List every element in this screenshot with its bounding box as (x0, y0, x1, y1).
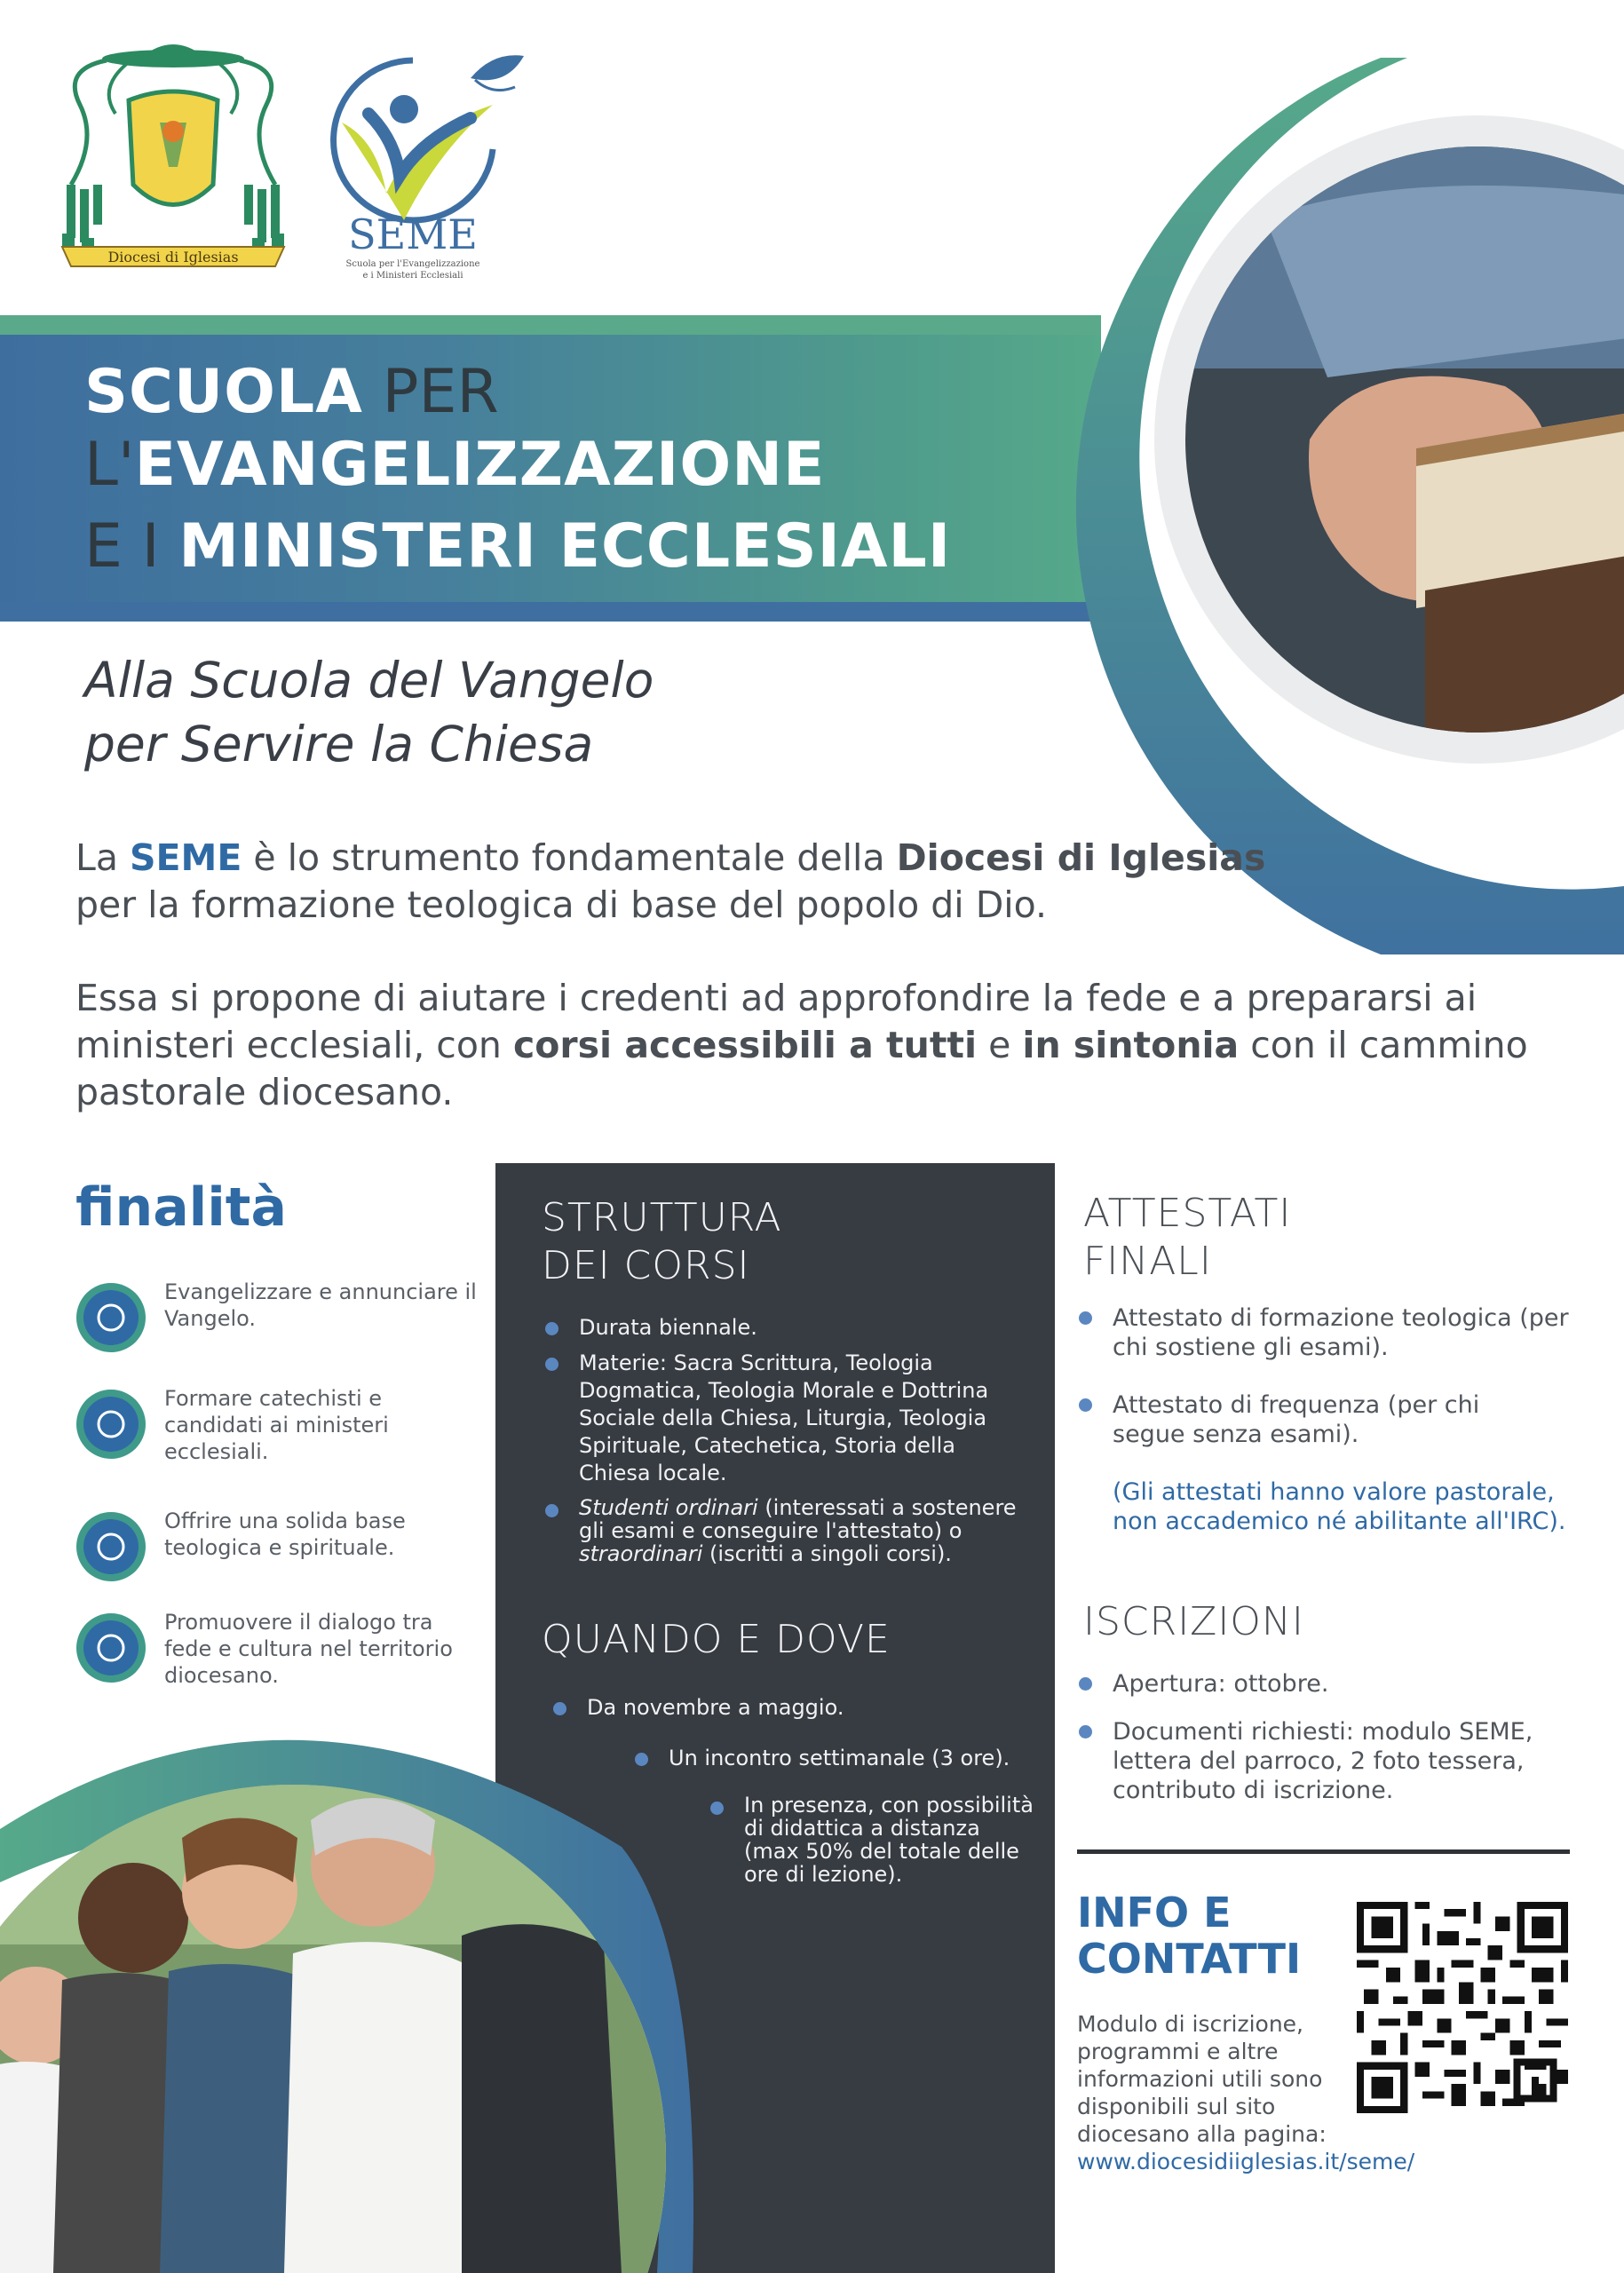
seme-logo-sub1: Scuola per l'Evangelizzazione (345, 259, 480, 269)
attestati-note: (Gli attestati hanno valore pastorale, non accademico né abilitante all'IRC). (1113, 1478, 1566, 1535)
title-line-1: SCUOLA PER (84, 357, 499, 427)
diocese-banner-text: Diocesi di Iglesias (107, 249, 239, 265)
qr-code[interactable] (1357, 1902, 1568, 2113)
finalita-text: Promuovere il dialogo tra fede e cultura nel territorio diocesano. (164, 1610, 453, 1688)
bullet-dot-icon (1079, 1398, 1092, 1412)
struttura-item: Materie: Sacra Scrittura, Teologia Dogmatica, Teologia Morale e Dottrina Sociale della Chiesa, Liturgia, Teologia Spirituale, Catechetica, Storia della Chiesa locale. (579, 1350, 1023, 1487)
circle-bullet-icon (75, 1282, 147, 1353)
info-text: Modulo di iscrizione, programmi e altre informazioni utili sono disponibili sul sito diocesano alla pagina: www.diocesidiiglesias.it/seme/ (1077, 2011, 1415, 2174)
subtitle (84, 648, 883, 776)
quando-title: QUANDO E DOVE (542, 1617, 891, 1662)
finalita-title: finalità (75, 1176, 287, 1239)
intro-paragraph-1: La SEME è lo strumento fondamentale della Diocesi di Iglesias per la formazione teologica di base del popolo di Dio. (75, 836, 1266, 926)
quando-item: Da novembre a maggio. (587, 1694, 1013, 1722)
title-line-2: L'EVANGELIZZAZIONE (84, 430, 826, 500)
finalita-item (75, 1508, 484, 1596)
seme-logo-sub2: e i Ministeri Ecclesiali (362, 271, 463, 281)
group-people-photo (0, 1714, 710, 2273)
bullet-dot-icon (1079, 1725, 1092, 1738)
seme-logo-name: SEME (348, 210, 478, 258)
finalita-item (75, 1609, 484, 1698)
bullet-dot-icon (545, 1358, 558, 1371)
section-divider (1077, 1849, 1570, 1854)
title-line-3: E I MINISTERI ECCLESIALI (84, 511, 952, 582)
bible-reading-photo (1043, 58, 1624, 954)
finalita-text: Offrire una solida base teologica e spirituale. (164, 1509, 406, 1560)
subtitle-line-2: per Servire la Chiesa (84, 716, 594, 772)
iscrizioni-item: Documenti richiesti: modulo SEME, lettera del parroco, 2 foto tessera, contributo di iscrizione. (1113, 1717, 1583, 1805)
info-title: INFO E CONTATTI (1077, 1889, 1302, 1983)
bullet-dot-icon (710, 1802, 724, 1815)
struttura-item: Durata biennale. (579, 1314, 1023, 1342)
iscrizioni-item: Apertura: ottobre. (1113, 1669, 1557, 1699)
circle-bullet-icon (75, 1511, 147, 1582)
diocese-crest-logo (44, 34, 302, 282)
website-link[interactable]: www.diocesidiiglesias.it/seme/ (1077, 2149, 1415, 2174)
circle-bullet-icon (75, 1612, 147, 1683)
bullet-dot-icon (1079, 1311, 1092, 1325)
finalita-item (75, 1279, 484, 1367)
attestati-title: ATTESTATI FINALI (1083, 1191, 1292, 1284)
subtitle-line-1: Alla Scuola del Vangelo (84, 652, 654, 709)
struttura-item: Studenti ordinari (interessati a sostenere gli esami e conseguire l'attestato) o straordinari (iscritti a singoli corsi). (579, 1496, 1041, 1565)
quando-item: In presenza, con possibilità di didattica a distanza (max 50% del totale delle ore di lezione). (744, 1794, 1037, 1886)
finalita-text: Formare catechisti e candidati ai ministeri ecclesiali. (164, 1386, 389, 1464)
finalita-item (75, 1385, 484, 1474)
iscrizioni-title: ISCRIZIONI (1083, 1599, 1304, 1644)
bullet-dot-icon (545, 1504, 558, 1517)
struttura-title: STRUTTURA DEI CORSI (542, 1195, 782, 1288)
finalita-text: Evangelizzare e annunciare il Vangelo. (164, 1279, 477, 1331)
circle-bullet-icon (75, 1389, 147, 1460)
attestati-item: Attestato di formazione teologica (per chi sostiene gli esami). (1113, 1303, 1574, 1362)
quando-item: Un incontro settimanale (3 ore). (669, 1745, 1024, 1772)
attestati-item: Attestato di frequenza (per chi segue senza esami). (1113, 1390, 1557, 1449)
bullet-dot-icon (1079, 1677, 1092, 1691)
intro-paragraph-2: Essa si propone di aiutare i credenti ad approfondire la fede e a prepararsi ai ministeri ecclesiali, con corsi accessibili a tutti e in sintonia con il cammino pastorale diocesano. (75, 977, 1528, 1113)
bullet-dot-icon (545, 1322, 558, 1335)
seme-logo (315, 43, 542, 291)
